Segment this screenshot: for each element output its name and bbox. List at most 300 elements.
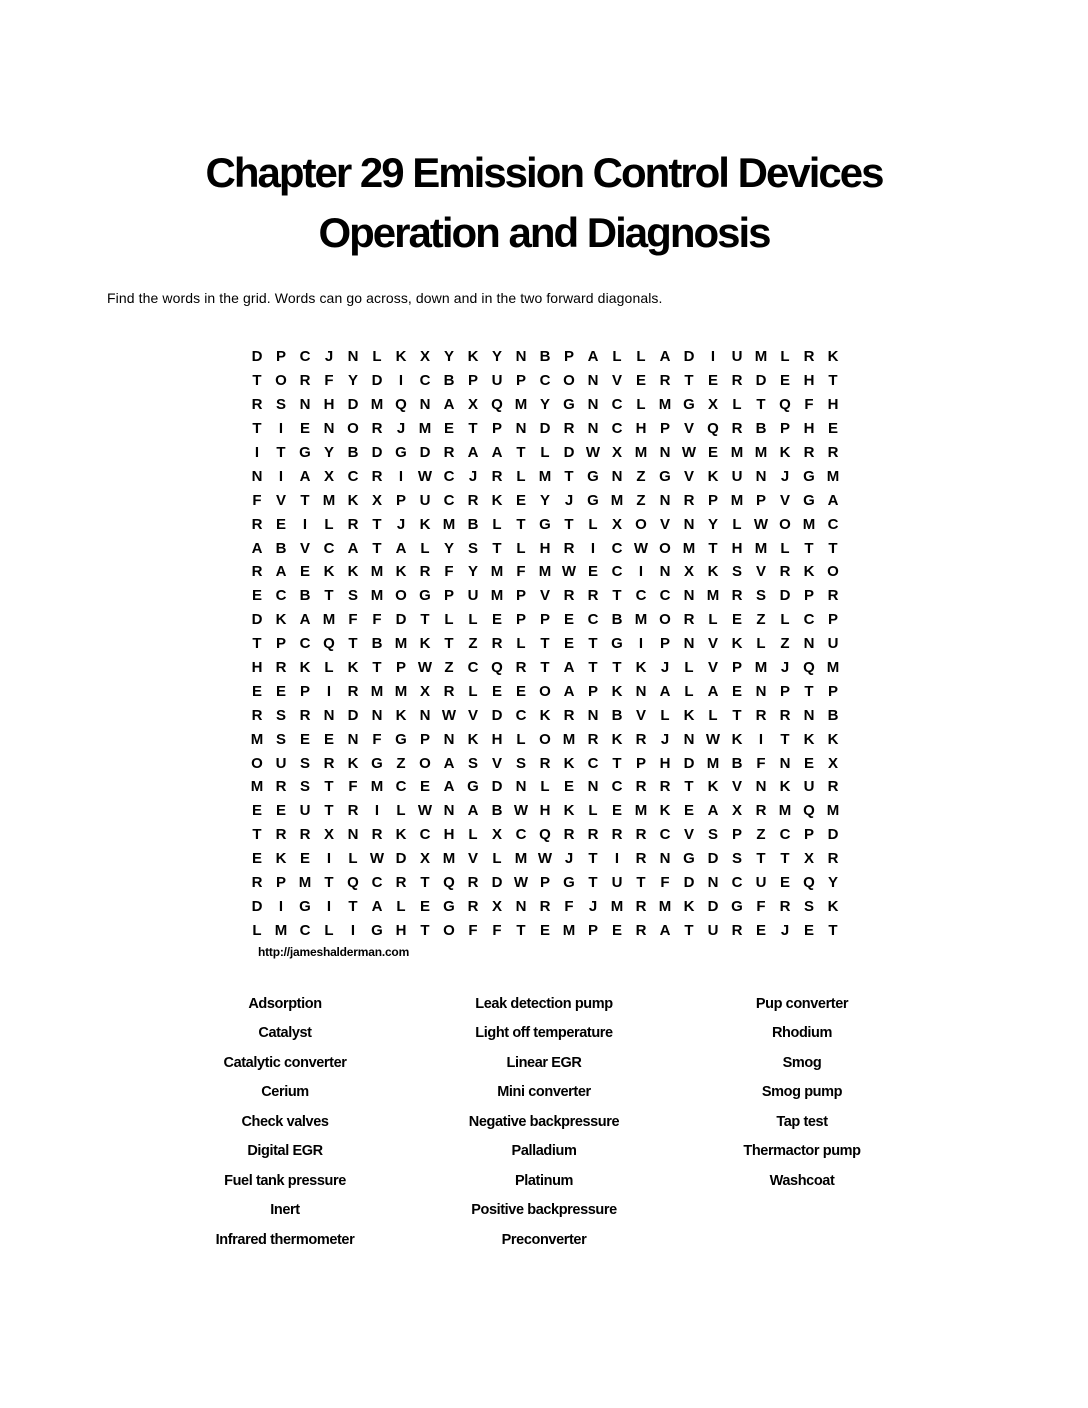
grid-cell: R [491, 467, 503, 485]
grid-cell: F [444, 563, 454, 581]
grid-cell: U [803, 778, 815, 796]
grid-cell: V [707, 635, 718, 653]
grid-cell: L [468, 682, 478, 700]
grid-cell: V [467, 850, 478, 868]
grid-cell: Q [803, 659, 815, 677]
grid-cell: T [588, 850, 598, 868]
grid-cell: M [370, 682, 384, 700]
grid-cell: K [635, 659, 647, 677]
grid-cell: N [371, 706, 383, 724]
grid-cell: K [827, 730, 839, 748]
page-title-line1: Chapter 29 Emission Control Devices [205, 149, 883, 196]
grid-cell: K [347, 563, 359, 581]
grid-cell: C [299, 348, 311, 366]
grid-cell: V [611, 372, 622, 390]
grid-cell: M [706, 754, 720, 772]
grid-cell: R [539, 754, 551, 772]
grid-cell: N [515, 420, 527, 438]
grid-cell: P [539, 874, 550, 892]
grid-cell: K [395, 348, 407, 366]
grid-cell: L [348, 850, 358, 868]
grid-cell: P [515, 611, 526, 629]
grid-cell: C [611, 420, 623, 438]
grid-cell: W [369, 850, 385, 868]
grid-cell: K [827, 897, 839, 915]
grid-cell: C [803, 611, 815, 629]
grid-cell: V [275, 491, 286, 509]
grid-cell: N [587, 706, 599, 724]
grid-cell: M [802, 515, 816, 533]
grid-cell: T [804, 682, 814, 700]
grid-cell: S [467, 754, 478, 772]
grid-cell: R [803, 444, 815, 461]
grid-cell: G [731, 897, 743, 915]
grid-cell: P [443, 587, 454, 605]
grid-cell: Q [779, 396, 791, 414]
grid-cell: E [683, 802, 694, 820]
grid-cell: P [275, 348, 286, 366]
grid-cell: P [539, 611, 550, 629]
grid-cell: Q [803, 802, 815, 820]
grid-cell: D [419, 444, 431, 461]
grid-cell: C [347, 467, 359, 485]
grid-cell: R [659, 778, 671, 796]
grid-cell: G [419, 587, 431, 605]
grid-cell: J [324, 348, 334, 366]
grid-cell: R [587, 730, 599, 748]
grid-cell: V [467, 706, 478, 724]
grid-cell: P [707, 491, 718, 509]
grid-cell: D [491, 778, 503, 796]
grid-cell: M [754, 659, 768, 677]
grid-cell: U [419, 491, 431, 509]
grid-cell: Q [803, 874, 815, 892]
grid-cell: P [731, 826, 742, 844]
grid-cell: E [803, 754, 814, 772]
grid-cell: P [803, 826, 814, 844]
grid-cell: T [252, 635, 262, 653]
grid-cell: H [803, 420, 815, 438]
grid-cell: I [278, 897, 284, 915]
grid-cell: G [299, 444, 311, 461]
grid-cell: K [395, 706, 407, 724]
grid-cell: N [419, 706, 431, 724]
grid-cell: M [274, 921, 288, 939]
grid-cell: N [659, 444, 671, 461]
grid-cell: N [755, 467, 767, 485]
grid-cell: I [326, 897, 332, 915]
grid-cell: X [419, 850, 430, 868]
grid-cell: R [347, 802, 359, 820]
grid-cell: R [635, 778, 647, 796]
source-url: http://jameshalderman.com [258, 945, 410, 959]
grid-cell: I [710, 348, 716, 366]
grid-cell: R [371, 826, 383, 844]
grid-cell: N [803, 706, 815, 724]
grid-cell: C [323, 539, 335, 557]
grid-cell: R [347, 682, 359, 700]
grid-cell: Q [347, 874, 359, 892]
word-list-item: Washcoat [769, 1172, 835, 1189]
grid-cell: V [779, 491, 790, 509]
grid-cell: C [611, 778, 623, 796]
grid-cell: R [299, 372, 311, 390]
grid-cell: B [467, 515, 479, 533]
grid-cell: H [635, 420, 647, 438]
grid-cell: D [755, 372, 767, 390]
grid-cell: U [755, 874, 767, 892]
grid-cell: R [827, 444, 839, 461]
grid-cell: Q [539, 826, 551, 844]
grid-cell: T [756, 850, 766, 868]
grid-cell: T [612, 659, 622, 677]
grid-cell: R [371, 420, 383, 438]
grid-cell: E [563, 635, 574, 653]
grid-cell: U [707, 921, 719, 939]
grid-cell: N [755, 682, 767, 700]
grid-cell: V [491, 754, 502, 772]
grid-cell: P [419, 730, 430, 748]
grid-cell: T [420, 874, 430, 892]
word-list-item: Leak detection pump [475, 996, 613, 1012]
grid-cell: O [659, 539, 671, 557]
grid-cell: L [324, 659, 334, 677]
grid-cell: O [827, 563, 839, 581]
grid-cell: M [682, 539, 696, 557]
word-list-item: Infrared thermometer [215, 1231, 355, 1248]
grid-cell: R [275, 659, 287, 677]
grid-cell: N [707, 874, 719, 892]
grid-cell: Z [636, 467, 646, 485]
grid-cell: Q [491, 396, 503, 414]
grid-cell: L [636, 396, 646, 414]
grid-cell: L [588, 802, 598, 820]
grid-cell: C [395, 778, 407, 796]
grid-cell: J [780, 659, 790, 677]
grid-cell: M [322, 491, 336, 509]
grid-cell: P [275, 635, 286, 653]
grid-cell: C [635, 587, 647, 605]
grid-cell: T [300, 491, 310, 509]
grid-cell: M [754, 348, 768, 366]
grid-cell: S [299, 778, 310, 796]
grid-cell: X [683, 563, 694, 581]
grid-cell: R [635, 730, 647, 748]
grid-cell: Y [707, 515, 718, 533]
grid-cell: K [563, 802, 575, 820]
grid-cell: O [419, 754, 431, 772]
grid-cell: T [564, 467, 574, 485]
grid-cell: O [347, 420, 359, 438]
grid-cell: A [299, 611, 311, 629]
grid-cell: L [684, 659, 694, 677]
grid-cell: M [490, 563, 504, 581]
grid-cell: A [587, 348, 599, 366]
grid-cell: X [371, 491, 382, 509]
grid-cell: T [636, 874, 646, 892]
grid-cell: G [803, 491, 815, 509]
grid-cell: R [299, 706, 311, 724]
grid-cell: A [563, 682, 575, 700]
grid-cell: O [539, 682, 551, 700]
grid-cell: F [756, 897, 766, 915]
grid-cell: T [348, 897, 358, 915]
grid-cell: K [731, 730, 743, 748]
grid-cell: Y [443, 539, 454, 557]
grid-cell: B [371, 635, 383, 653]
grid-cell: K [611, 682, 623, 700]
grid-cell: L [516, 730, 526, 748]
grid-cell: C [611, 563, 623, 581]
grid-cell: M [658, 396, 672, 414]
grid-cell: S [275, 730, 286, 748]
grid-cell: M [562, 730, 576, 748]
grid-cell: C [371, 874, 383, 892]
grid-cell: A [443, 754, 455, 772]
grid-cell: R [275, 778, 287, 796]
grid-cell: M [754, 444, 768, 461]
grid-cell: R [515, 659, 527, 677]
grid-cell: M [442, 515, 456, 533]
grid-cell: R [251, 563, 263, 581]
grid-cell: R [539, 897, 551, 915]
grid-cell: N [323, 706, 335, 724]
grid-cell: E [419, 778, 430, 796]
grid-cell: H [443, 826, 455, 844]
grid-cell: K [395, 826, 407, 844]
grid-cell: G [395, 730, 407, 748]
grid-cell: G [467, 778, 479, 796]
grid-cell: U [731, 467, 743, 485]
grid-cell: Y [467, 563, 478, 581]
grid-cell: D [347, 396, 359, 414]
grid-cell: X [707, 396, 718, 414]
grid-cell: N [587, 778, 599, 796]
grid-cell: I [590, 539, 596, 557]
grid-cell: L [540, 444, 550, 461]
grid-cell: R [659, 372, 671, 390]
word-list-item: Inert [270, 1202, 300, 1219]
grid-cell: C [539, 372, 551, 390]
grid-cell: H [539, 539, 551, 557]
grid-cell: R [827, 778, 839, 796]
grid-cell: N [683, 587, 695, 605]
grid-cell: S [275, 396, 286, 414]
grid-cell: H [251, 659, 263, 677]
grid-cell: A [707, 802, 719, 820]
grid-cell: T [444, 635, 454, 653]
grid-cell: T [252, 372, 262, 390]
grid-cell: I [278, 420, 284, 438]
grid-cell: G [539, 515, 551, 533]
instructions-text: Find the words in the grid. Words can go across, down and in the two forward diagonals. [107, 290, 663, 306]
grid-cell: D [683, 874, 695, 892]
grid-cell: R [251, 706, 263, 724]
grid-cell: R [251, 396, 263, 414]
grid-cell: N [443, 730, 455, 748]
grid-cell: Y [323, 444, 334, 461]
grid-cell: W [705, 730, 721, 748]
grid-cell: E [515, 491, 526, 509]
grid-cell: T [324, 778, 334, 796]
grid-cell: J [396, 420, 406, 438]
grid-cell: N [443, 802, 455, 820]
grid-cell: T [540, 635, 550, 653]
grid-cell: D [251, 897, 263, 915]
grid-cell: D [683, 348, 695, 366]
grid-cell: O [251, 754, 263, 772]
grid-cell: P [731, 659, 742, 677]
grid-cell: R [779, 563, 791, 581]
grid-cell: E [491, 611, 502, 629]
grid-cell: F [492, 921, 502, 939]
grid-cell: I [278, 467, 284, 485]
grid-cell: E [539, 921, 550, 939]
grid-cell: K [731, 635, 743, 653]
grid-cell: N [779, 754, 791, 772]
grid-cell: T [492, 539, 502, 557]
grid-cell: E [419, 897, 430, 915]
grid-cell: C [275, 587, 287, 605]
grid-cell: C [515, 826, 527, 844]
grid-cell: H [491, 730, 503, 748]
grid-cell: J [564, 491, 574, 509]
grid-cell: M [826, 802, 840, 820]
grid-cell: O [395, 587, 407, 605]
grid-cell: E [755, 921, 766, 939]
grid-cell: Z [756, 611, 766, 629]
grid-cell: G [443, 897, 455, 915]
grid-cell: R [563, 420, 575, 438]
grid-cell: V [299, 539, 310, 557]
grid-cell: L [516, 539, 526, 557]
grid-cell: B [827, 706, 839, 724]
grid-cell: P [803, 587, 814, 605]
grid-cell: I [374, 802, 380, 820]
grid-cell: A [659, 921, 671, 939]
grid-cell: M [442, 850, 456, 868]
grid-cell: A [251, 539, 263, 557]
grid-cell: E [731, 682, 742, 700]
grid-cell: L [612, 348, 622, 366]
grid-cell: M [250, 730, 264, 748]
grid-cell: U [491, 372, 503, 390]
grid-cell: T [516, 515, 526, 533]
grid-cell: M [538, 563, 552, 581]
grid-cell: G [611, 635, 623, 653]
grid-cell: D [395, 611, 407, 629]
grid-cell: H [803, 372, 815, 390]
grid-cell: F [516, 563, 526, 581]
grid-cell: R [395, 874, 407, 892]
grid-cell: T [804, 539, 814, 557]
word-list-column-3 [661, 990, 943, 1196]
grid-cell: I [254, 444, 260, 461]
grid-cell: T [780, 730, 790, 748]
grid-cell: I [638, 563, 644, 581]
grid-cell: O [635, 515, 647, 533]
grid-cell: R [731, 921, 743, 939]
grid-cell: F [756, 754, 766, 772]
grid-cell: T [828, 539, 838, 557]
grid-cell: R [563, 539, 575, 557]
grid-cell: E [251, 682, 262, 700]
grid-cell: R [611, 826, 623, 844]
grid-cell: P [827, 682, 838, 700]
grid-cell: K [563, 754, 575, 772]
grid-cell: W [681, 444, 697, 461]
grid-cell: Z [756, 826, 766, 844]
grid-cell: P [779, 682, 790, 700]
grid-cell: W [417, 659, 433, 677]
grid-cell: U [467, 587, 479, 605]
grid-cell: E [491, 682, 502, 700]
grid-cell: R [563, 706, 575, 724]
grid-cell: G [587, 491, 599, 509]
grid-cell: Q [491, 659, 503, 677]
grid-cell: T [708, 539, 718, 557]
grid-cell: C [611, 396, 623, 414]
grid-cell: X [323, 467, 334, 485]
grid-cell: E [611, 921, 622, 939]
grid-cell: F [660, 874, 670, 892]
grid-cell: C [587, 754, 599, 772]
grid-cell: G [395, 444, 407, 461]
grid-cell: H [539, 802, 551, 820]
grid-cell: N [635, 682, 647, 700]
grid-cell: K [707, 778, 719, 796]
grid-cell: M [370, 778, 384, 796]
grid-cell: X [419, 348, 430, 366]
grid-cell: V [731, 778, 742, 796]
grid-cell: J [780, 921, 790, 939]
grid-cell: T [324, 587, 334, 605]
grid-cell: R [299, 826, 311, 844]
grid-cell: N [299, 396, 311, 414]
grid-cell: E [563, 778, 574, 796]
grid-cell: D [779, 587, 791, 605]
grid-cell: L [324, 515, 334, 533]
grid-cell: F [564, 897, 574, 915]
grid-cell: L [588, 515, 598, 533]
grid-cell: M [298, 874, 312, 892]
grid-cell: R [467, 874, 479, 892]
grid-cell: L [516, 467, 526, 485]
grid-cell: R [827, 587, 839, 605]
grid-cell: T [468, 420, 478, 438]
grid-cell: C [419, 826, 431, 844]
grid-cell: K [539, 706, 551, 724]
grid-cell: V [707, 659, 718, 677]
grid-cell: R [371, 467, 383, 485]
grid-cell: Y [347, 372, 358, 390]
grid-cell: E [779, 372, 790, 390]
grid-cell: R [635, 826, 647, 844]
grid-cell: K [347, 659, 359, 677]
grid-cell: M [370, 587, 384, 605]
grid-cell: L [468, 611, 478, 629]
grid-cell: J [660, 730, 670, 748]
grid-cell: N [419, 396, 431, 414]
grid-cell: I [302, 515, 308, 533]
grid-cell: E [299, 420, 310, 438]
grid-cell: U [827, 635, 839, 653]
grid-cell: L [660, 706, 670, 724]
grid-cell: B [539, 348, 551, 366]
grid-cell: L [492, 850, 502, 868]
grid-cell: P [659, 635, 670, 653]
grid-cell: R [323, 754, 335, 772]
